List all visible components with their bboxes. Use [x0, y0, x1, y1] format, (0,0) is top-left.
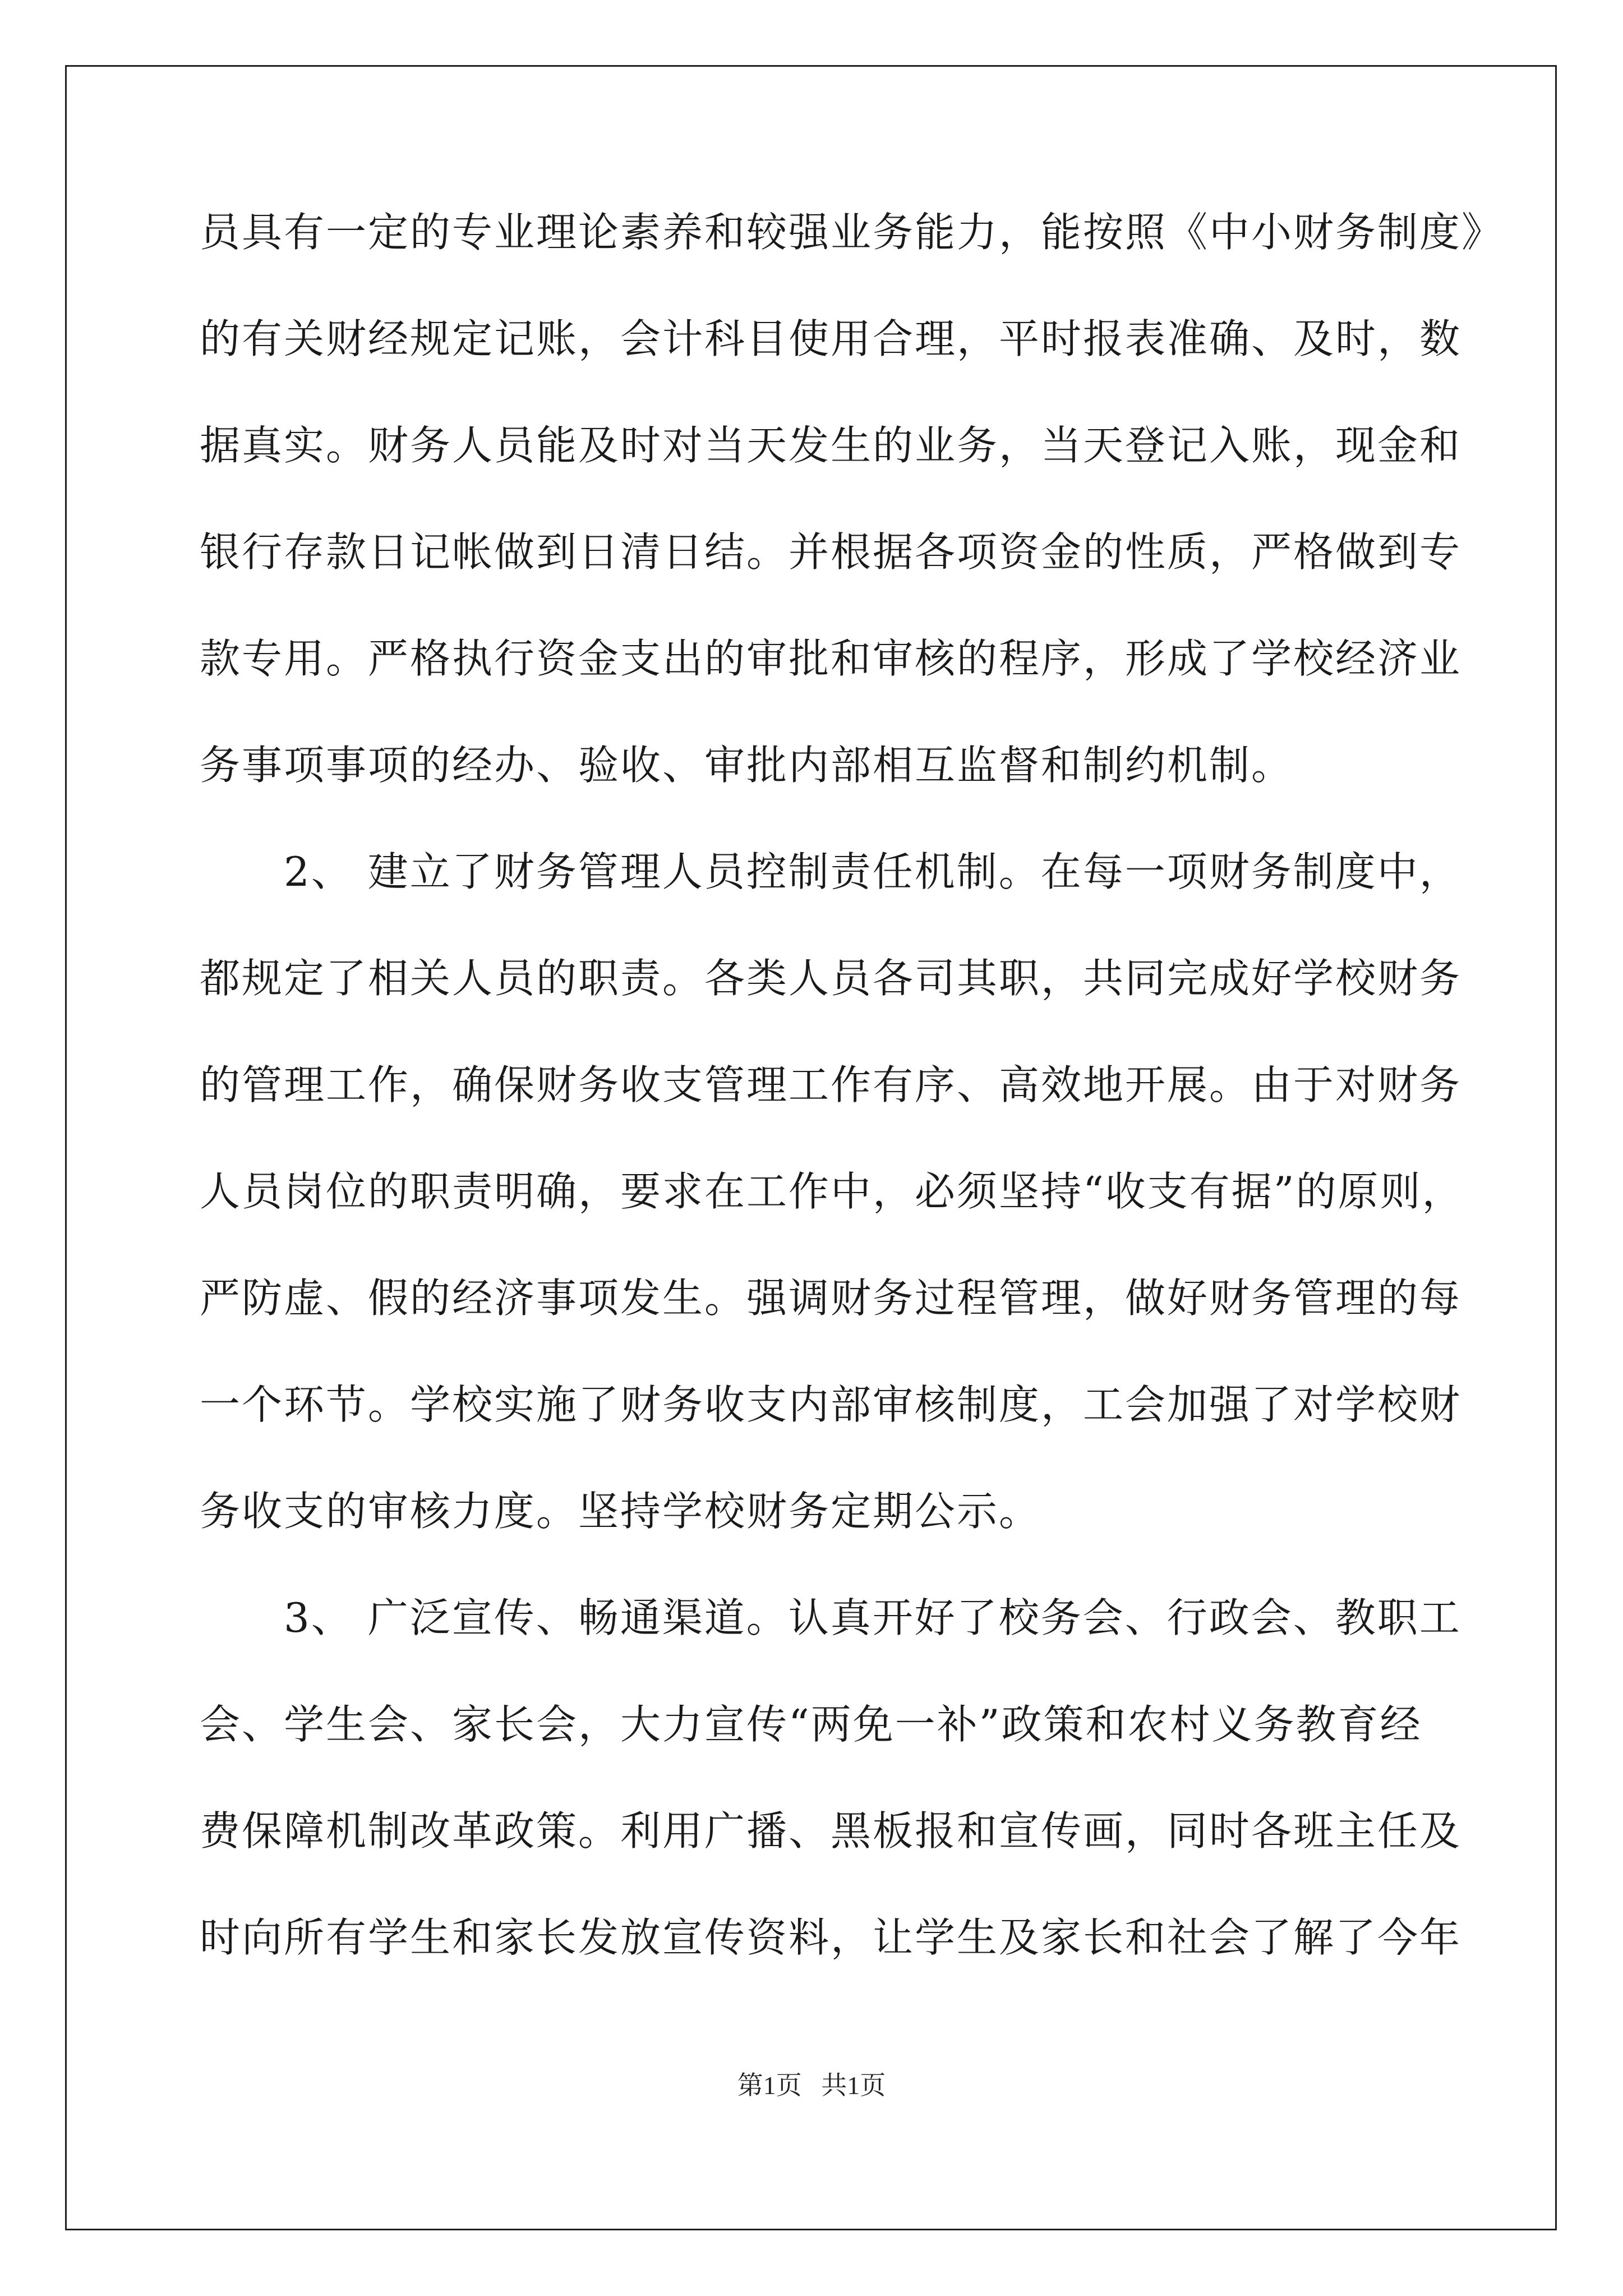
- text-line: 款专用。严格执行资金支出的审批和审核的程序，形成了学校经济业: [200, 635, 1462, 682]
- text-line: 时向所有学生和家长发放宣传资料，让学生及家长和社会了解了今年: [200, 1914, 1462, 1961]
- text-line: 银行存款日记帐做到日清日结。并根据各项资金的性质，严格做到专: [200, 528, 1462, 576]
- text-line: 一个环节。学校实施了财务收支内部审核制度，工会加强了对学校财: [200, 1381, 1462, 1428]
- text-line: 员具有一定的专业理论素养和较强业务能力，能按照《中小财务制度》: [200, 209, 1504, 256]
- paragraph-start-line: 2、 建立了财务管理人员控制责任机制。在每一项财务制度中，: [200, 848, 1461, 895]
- text-line: 会、学生会、家长会，大力宣传“两免一补”政策和农村义务教育经: [200, 1701, 1422, 1748]
- text-line: 严防虚、假的经济事项发生。强调财务过程管理，做好财务管理的每: [200, 1274, 1462, 1322]
- text-line: 人员岗位的职责明确，要求在工作中，必须坚持“收支有据”的原则，: [200, 1168, 1464, 1215]
- text-line: 都规定了相关人员的职责。各类人员各司其职，共同完成好学校财务: [200, 955, 1462, 1002]
- text-line: 费保障机制改革政策。利用广播、黑板报和宣传画，同时各班主任及: [200, 1807, 1462, 1855]
- text-line: 务收支的审核力度。坚持学校财务定期公示。: [200, 1488, 1041, 1535]
- paragraph-start-line: 3、 广泛宣传、畅通渠道。认真开好了校务会、行政会、教职工: [200, 1594, 1461, 1641]
- text-line: 的管理工作，确保财务收支管理工作有序、高效地开展。由于对财务: [200, 1061, 1462, 1108]
- text-line: 的有关财经规定记账，会计科目使用合理，平时报表准确、及时，数: [200, 315, 1462, 362]
- document-body: [200, 204, 1504, 2016]
- text-line: 据真实。财务人员能及时对当天发生的业务，当天登记入账，现金和: [200, 422, 1462, 469]
- text-line: 务事项事项的经办、验收、审批内部相互监督和制约机制。: [200, 742, 1294, 789]
- page-footer: 第1页 共1页: [737, 2071, 886, 2100]
